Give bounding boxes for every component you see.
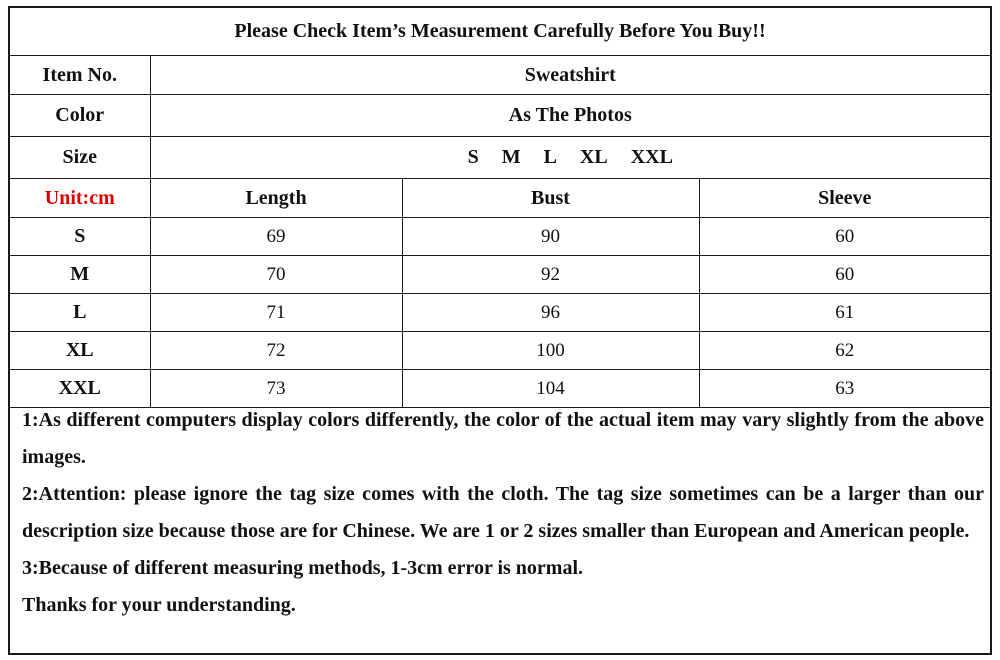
row-size: M [10,256,150,294]
column-header-sleeve: Sleeve [699,179,990,218]
length-cell: 73 [150,370,402,408]
table-row [10,332,990,370]
bust-cell: 92 [402,256,699,294]
measurement-sheet [8,6,992,655]
size-option: M [501,146,521,168]
note-measuring-error: 3:Because of different measuring methods, 1-3cm error is normal. [22,557,584,579]
chart-title: Please Check Item’s Measurement Carefully Before You Buy!! [10,8,990,56]
size-options [150,137,990,179]
table-row [10,294,990,332]
sleeve-cell: 60 [699,218,990,256]
length-cell: 72 [150,332,402,370]
bust-cell: 90 [402,218,699,256]
note-tag-size: 2:Attention: please ignore the tag size comes with the cloth. The tag size sometimes can be a larger than our description size because those are for Chinese. We are 1 or 2 sizes smaller than European and American people. [22,483,984,542]
table-row [10,218,990,256]
note-colors: 1:As different computers display colors differently, the color of the actual item may vary slightly from the above images. [22,409,984,468]
row-size: XXL [10,370,150,408]
bust-cell: 100 [402,332,699,370]
unit-label: Unit:cm [10,179,150,218]
row-size: L [10,294,150,332]
length-cell: 70 [150,256,402,294]
size-option: L [543,146,557,168]
length-cell: 69 [150,218,402,256]
column-header-length: Length [150,179,402,218]
table-row [10,256,990,294]
size-chart-table [10,8,990,408]
notes-section [22,402,984,624]
sleeve-cell: 63 [699,370,990,408]
bust-cell: 104 [402,370,699,408]
item-no-label: Item No. [10,56,150,95]
length-cell: 71 [150,294,402,332]
size-option: S [467,146,479,168]
size-label: Size [10,137,150,179]
sleeve-cell: 60 [699,256,990,294]
row-size: S [10,218,150,256]
item-no-value: Sweatshirt [150,56,990,95]
color-value: As The Photos [150,95,990,137]
sleeve-cell: 62 [699,332,990,370]
row-size: XL [10,332,150,370]
sleeve-cell: 61 [699,294,990,332]
bust-cell: 96 [402,294,699,332]
column-header-bust: Bust [402,179,699,218]
size-option: XL [579,146,608,168]
color-label: Color [10,95,150,137]
note-thanks: Thanks for your understanding. [22,594,296,616]
size-option: XXL [630,146,673,168]
